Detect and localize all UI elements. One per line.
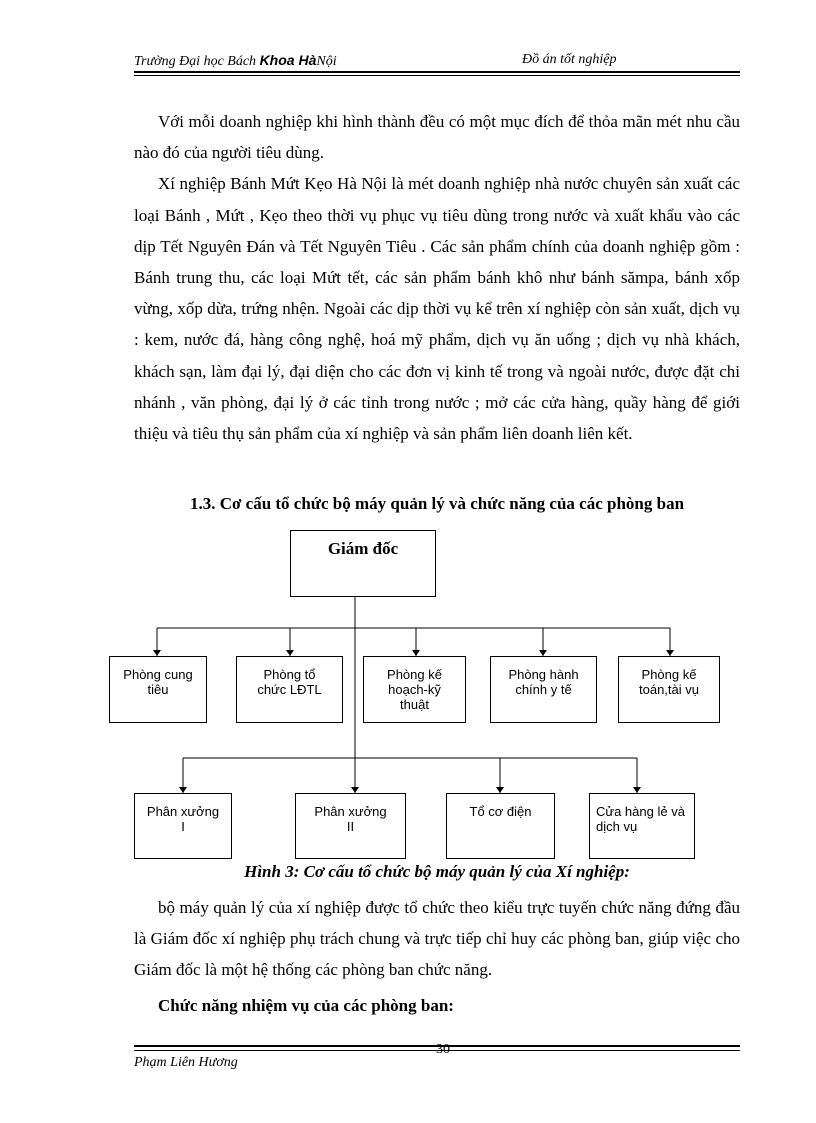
header-doc-type: Đồ án tốt nghiệp	[522, 52, 617, 67]
header-school-suffix: Nội	[316, 54, 337, 69]
org-dept-box: Phòng kế hoạch-kỹ thuật	[363, 656, 466, 723]
header-school-brand: Khoa	[259, 52, 295, 68]
section-heading: 1.3. Cơ cấu tổ chức bộ máy quản lý và chức năng của các phòng ban	[189, 494, 685, 513]
header-school-prefix: Trường Đại học Bách	[134, 54, 260, 69]
org-unit-box: Phân xưởng I	[134, 793, 232, 859]
footer-author: Phạm Liên Hương	[134, 1055, 238, 1070]
org-dept-box: Phòng hành chính y tế	[490, 656, 597, 723]
after-text	[134, 892, 740, 1021]
header-school-mid: Hà	[294, 52, 317, 68]
org-director-box: Giám đốc	[290, 530, 436, 597]
org-dept-box: Phòng kế toán,tài vụ	[618, 656, 720, 723]
org-unit-box: Tổ cơ điện	[446, 793, 555, 859]
subheading: Chức năng nhiệm vụ của các phòng ban:	[158, 995, 454, 1015]
page-number: 30	[436, 1042, 450, 1057]
org-dept-box: Phòng cung tiêu	[109, 656, 207, 723]
org-unit-box: Cửa hàng lẻ và dịch vụ	[589, 793, 695, 859]
figure-caption: Hình 3: Cơ cấu tổ chức bộ máy quản lý của Xí nghiệp:	[244, 862, 630, 881]
paragraph-2: Xí nghiệp Bánh Mứt Kẹo Hà Nội là mét doanh nghiệp nhà nước chuyên sản xuất các loại Bánh , Mứt , Kẹo theo thời vụ phục vụ tiêu dùng trong nước và xuất khẩu vào các dịp Tết Nguyên Đán và Tết Nguyên Tiêu . Các sản phẩm chính của doanh nghiệp gồm : Bánh trung thu, các loại Mứt tết, các sản phẩm bánh khô như bánh sămpa, bánh xốp vừng, xốp dừa, trứng nhện. Ngoài các dịp thời vụ kể trên xí nghiệp còn sản xuất, dịch vụ : kem, nước đá, hàng công nghệ, hoá mỹ phẩm, dịch vụ ăn uống ; dịch vụ nhà khách, khách sạn, làm đại lý, đại diện cho các đơn vị kinh tế trong và ngoài nước, được đặt chi nhánh , văn phòng, đại lý ở các tỉnh trong nước ; mở các cửa hàng, quầy hàng để giới thiệu và tiêu thụ sản phẩm của xí nghiệp và sản phẩm liên doanh liên kết.	[134, 174, 740, 444]
org-dept-box: Phòng tổ chức LĐTL	[236, 656, 343, 723]
paragraph-3: bộ máy quản lý của xí nghiệp được tổ chức theo kiểu trực tuyến chức năng đứng đầu là Giám đốc xí nghiệp phụ trách chung và trực tiếp chỉ huy các phòng ban, giúp việc cho Giám đốc là một hệ thống các phòng ban chức năng.	[134, 898, 740, 980]
org-unit-box: Phân xưởng II	[295, 793, 406, 859]
paragraph-1: Với mỗi doanh nghiệp khi hình thành đều có một mục đích để thỏa mãn mét nhu cầu nào đó của người tiêu dùng.	[134, 112, 740, 163]
